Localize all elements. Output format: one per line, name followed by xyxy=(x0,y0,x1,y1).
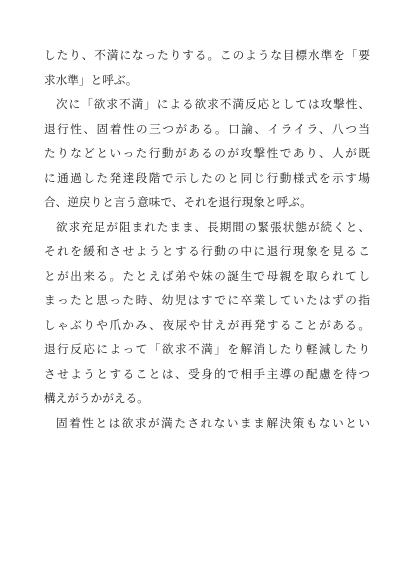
text-line: に通過した発達段階で示したのと同じ行動様式を示す場 xyxy=(44,170,370,185)
paragraph-1 xyxy=(44,43,370,92)
text-line: させようとすることは、受身的で相手主導の配慮を待つ xyxy=(44,366,370,381)
paragraph-4 xyxy=(44,411,370,436)
text-line: 退行性、固着性の三つがある。口論、イライラ、八つ当 xyxy=(44,121,370,136)
text-line: しゃぶりや爪かみ、夜尿や甘えが再発することがある。 xyxy=(44,317,370,332)
text-line: したり、不満になったりする。このような目標水準を「要 xyxy=(44,48,370,62)
text-line: それを緩和させようとする行動の中に退行現象を見るこ xyxy=(44,244,370,258)
paragraph-3 xyxy=(44,215,370,411)
text-line: 欲求充足が阻まれたまま、長期間の緊張状態が続くと、 xyxy=(56,219,370,234)
text-line: まったと思った時、幼児はすでに卒業していたはずの指 xyxy=(44,293,370,307)
text-line: 退行反応によって「欲求不満」を解消したり軽減したり xyxy=(44,342,370,356)
text-line: とが出来る。たとえば弟や妹の誕生で母親を取られてし xyxy=(44,268,370,283)
text-line: 次に「欲求不満」による欲求不満反応としては攻撃性、 xyxy=(56,97,370,111)
text-line: 合、逆戻りと言う意味で、それを退行現象と呼ぶ。 xyxy=(44,195,312,209)
text-line: 構えがうかがえる。 xyxy=(44,391,149,405)
text-line: 固着性とは欲求が満たされないまま解決策もないとい xyxy=(56,415,370,430)
document-body xyxy=(44,43,370,435)
paragraph-2 xyxy=(44,92,370,215)
text-line: 求水準」と呼ぶ。 xyxy=(44,72,138,87)
text-line: たりなどといった行動があるのが攻撃性であり、人が既 xyxy=(44,146,370,160)
